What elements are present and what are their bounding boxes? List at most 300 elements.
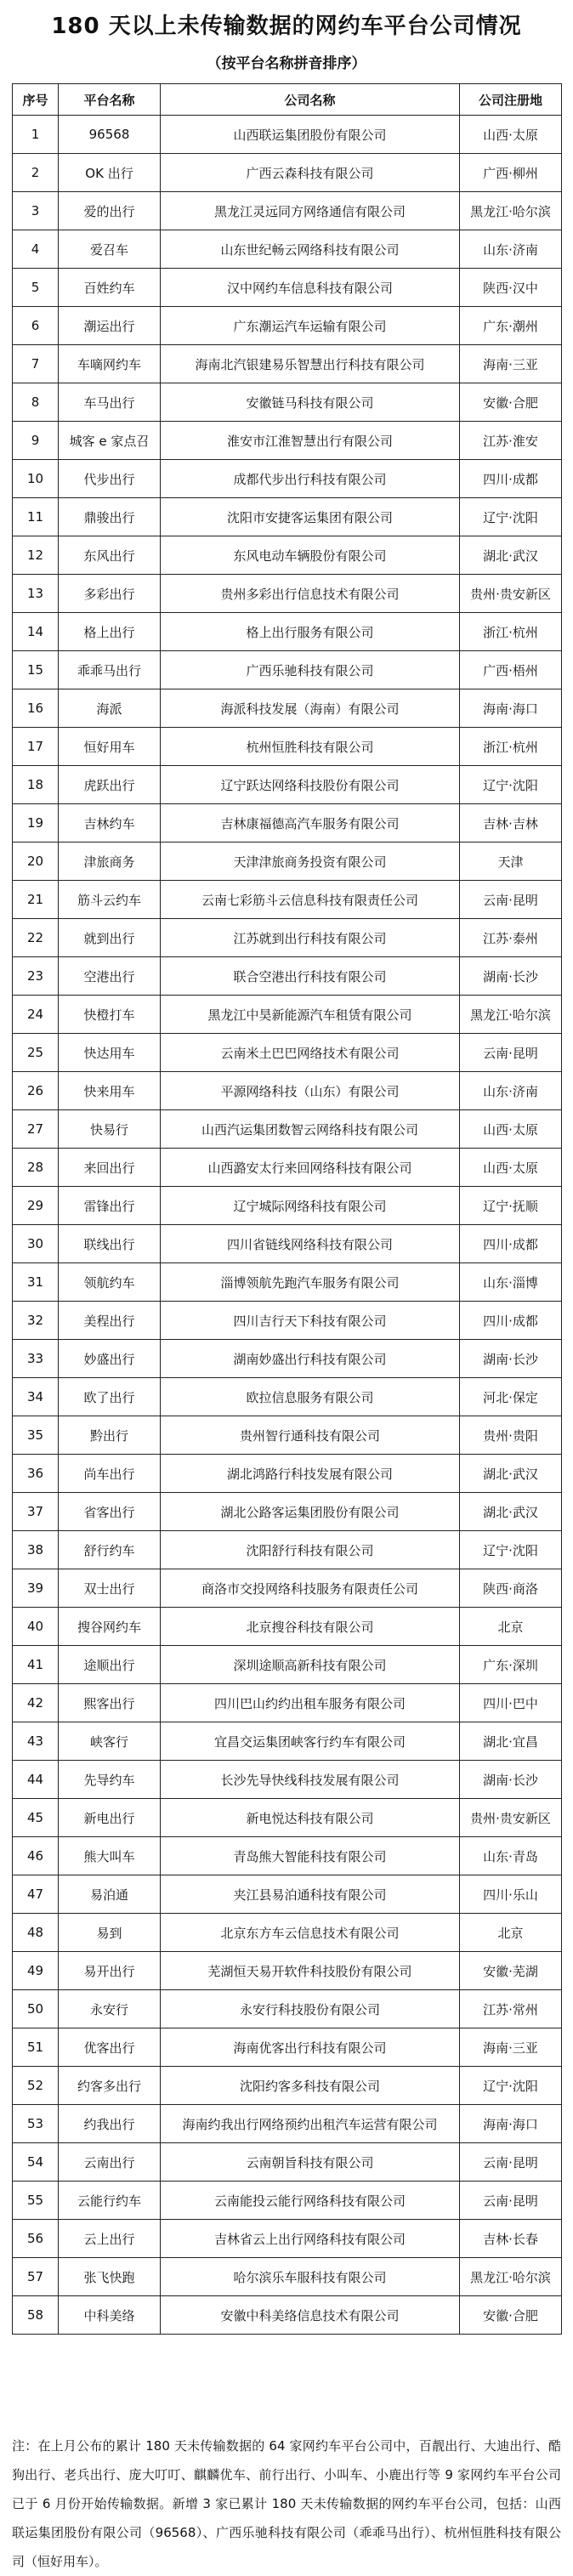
cell-company-name: 欧拉信息服务有限公司 — [161, 1378, 460, 1416]
cell-platform-name: 快达用车 — [59, 1034, 161, 1072]
cell-index: 17 — [13, 728, 59, 766]
cell-registration: 贵州·贵安新区 — [460, 1799, 562, 1837]
table-row — [13, 1302, 562, 1340]
cell-company-name: 安徽中科美络信息技术有限公司 — [161, 2296, 460, 2335]
cell-registration: 江苏·常州 — [460, 1990, 562, 2028]
cell-company-name: 海南优客出行科技有限公司 — [161, 2028, 460, 2067]
cell-company-name: 夹江县易泊通科技有限公司 — [161, 1875, 460, 1914]
cell-registration: 河北·保定 — [460, 1378, 562, 1416]
table-row — [13, 116, 562, 154]
cell-company-name: 海南约我出行网络预约出租汽车运营有限公司 — [161, 2105, 460, 2143]
cell-index: 14 — [13, 613, 59, 651]
cell-registration: 安徽·芜湖 — [460, 1952, 562, 1990]
cell-company-name: 沈阳约客多科技有限公司 — [161, 2067, 460, 2105]
cell-company-name: 沈阳舒行科技有限公司 — [161, 1531, 460, 1569]
cell-company-name: 山西潞安太行来回网络科技有限公司 — [161, 1149, 460, 1187]
table-row — [13, 345, 562, 383]
cell-platform-name: 尚车出行 — [59, 1455, 161, 1493]
cell-company-name: 淄博领航先跑汽车服务有限公司 — [161, 1263, 460, 1302]
table-row — [13, 1263, 562, 1302]
table-row — [13, 2028, 562, 2067]
table-row — [13, 1493, 562, 1531]
cell-platform-name: OK 出行 — [59, 154, 161, 192]
platform-table — [12, 83, 562, 2335]
cell-platform-name: 多彩出行 — [59, 575, 161, 613]
cell-index: 36 — [13, 1455, 59, 1493]
cell-platform-name: 百姓约车 — [59, 269, 161, 307]
cell-registration: 山西·太原 — [460, 1149, 562, 1187]
table-row — [13, 2182, 562, 2220]
cell-index: 7 — [13, 345, 59, 383]
cell-index: 39 — [13, 1569, 59, 1608]
cell-platform-name: 车嘀网约车 — [59, 345, 161, 383]
cell-index: 32 — [13, 1302, 59, 1340]
table-row — [13, 192, 562, 230]
cell-index: 27 — [13, 1110, 59, 1149]
cell-platform-name: 新电出行 — [59, 1799, 161, 1837]
cell-registration: 四川·成都 — [460, 1302, 562, 1340]
cell-index: 5 — [13, 269, 59, 307]
cell-platform-name: 易到 — [59, 1914, 161, 1952]
cell-registration: 贵州·贵阳 — [460, 1416, 562, 1455]
cell-registration: 山西·太原 — [460, 116, 562, 154]
table-row — [13, 154, 562, 192]
cell-platform-name: 就到出行 — [59, 919, 161, 957]
cell-platform-name: 易开出行 — [59, 1952, 161, 1990]
cell-company-name: 贵州智行通科技有限公司 — [161, 1416, 460, 1455]
cell-platform-name: 熙客出行 — [59, 1684, 161, 1722]
cell-company-name: 成都代步出行科技有限公司 — [161, 460, 460, 498]
cell-platform-name: 空港出行 — [59, 957, 161, 996]
cell-registration: 贵州·贵安新区 — [460, 575, 562, 613]
cell-index: 8 — [13, 383, 59, 422]
cell-platform-name: 虎跃出行 — [59, 766, 161, 804]
cell-company-name: 商洛市交投网络科技服务有限责任公司 — [161, 1569, 460, 1608]
cell-index: 35 — [13, 1416, 59, 1455]
cell-company-name: 格上出行服务有限公司 — [161, 613, 460, 651]
cell-company-name: 黑龙江灵远同方网络通信有限公司 — [161, 192, 460, 230]
table-row — [13, 766, 562, 804]
cell-platform-name: 云能行约车 — [59, 2182, 161, 2220]
cell-registration: 江苏·泰州 — [460, 919, 562, 957]
cell-registration: 山东·青岛 — [460, 1837, 562, 1875]
cell-company-name: 深圳途顺高新科技有限公司 — [161, 1646, 460, 1684]
cell-company-name: 芜湖恒天易开软件科技股份有限公司 — [161, 1952, 460, 1990]
cell-platform-name: 鼎骏出行 — [59, 498, 161, 536]
cell-index: 45 — [13, 1799, 59, 1837]
cell-index: 28 — [13, 1149, 59, 1187]
cell-registration: 吉林·长春 — [460, 2220, 562, 2258]
cell-company-name: 湖南妙盛出行科技有限公司 — [161, 1340, 460, 1378]
table-row — [13, 1455, 562, 1493]
cell-platform-name: 格上出行 — [59, 613, 161, 651]
header-index: 序号 — [13, 84, 59, 116]
cell-company-name: 广西云森科技有限公司 — [161, 154, 460, 192]
cell-registration: 辽宁·沈阳 — [460, 1531, 562, 1569]
cell-company-name: 四川巴山约约出租车服务有限公司 — [161, 1684, 460, 1722]
table-row — [13, 1608, 562, 1646]
table-row — [13, 1072, 562, 1110]
cell-index: 31 — [13, 1263, 59, 1302]
cell-platform-name: 爱召车 — [59, 230, 161, 269]
cell-index: 38 — [13, 1531, 59, 1569]
cell-registration: 海南·三亚 — [460, 2028, 562, 2067]
cell-company-name: 海派科技发展（海南）有限公司 — [161, 689, 460, 728]
cell-platform-name: 欧了出行 — [59, 1378, 161, 1416]
cell-index: 24 — [13, 996, 59, 1034]
table-row — [13, 536, 562, 575]
cell-registration: 山西·太原 — [460, 1110, 562, 1149]
table-row — [13, 1531, 562, 1569]
cell-company-name: 哈尔滨乐车服科技有限公司 — [161, 2258, 460, 2296]
cell-company-name: 黑龙江中昊新能源汽车租赁有限公司 — [161, 996, 460, 1034]
cell-registration: 黑龙江·哈尔滨 — [460, 2258, 562, 2296]
cell-index: 37 — [13, 1493, 59, 1531]
cell-index: 13 — [13, 575, 59, 613]
cell-registration: 海南·海口 — [460, 689, 562, 728]
cell-platform-name: 约我出行 — [59, 2105, 161, 2143]
cell-platform-name: 双士出行 — [59, 1569, 161, 1608]
cell-platform-name: 永安行 — [59, 1990, 161, 2028]
cell-platform-name: 来回出行 — [59, 1149, 161, 1187]
cell-registration: 四川·乐山 — [460, 1875, 562, 1914]
table-row — [13, 1646, 562, 1684]
cell-platform-name: 途顺出行 — [59, 1646, 161, 1684]
table-row — [13, 1034, 562, 1072]
cell-registration: 北京 — [460, 1608, 562, 1646]
table-row — [13, 843, 562, 881]
cell-platform-name: 海派 — [59, 689, 161, 728]
cell-company-name: 山东世纪畅云网络科技有限公司 — [161, 230, 460, 269]
cell-platform-name: 津旅商务 — [59, 843, 161, 881]
cell-index: 58 — [13, 2296, 59, 2335]
cell-platform-name: 筋斗云约车 — [59, 881, 161, 919]
cell-platform-name: 易泊通 — [59, 1875, 161, 1914]
cell-company-name: 天津津旅商务投资有限公司 — [161, 843, 460, 881]
cell-index: 53 — [13, 2105, 59, 2143]
table-row — [13, 1914, 562, 1952]
cell-company-name: 湖北公路客运集团股份有限公司 — [161, 1493, 460, 1531]
cell-company-name: 云南能投云能行网络科技有限公司 — [161, 2182, 460, 2220]
table-row — [13, 1952, 562, 1990]
cell-registration: 辽宁·沈阳 — [460, 766, 562, 804]
cell-company-name: 青岛熊大智能科技有限公司 — [161, 1837, 460, 1875]
table-row — [13, 1875, 562, 1914]
cell-index: 34 — [13, 1378, 59, 1416]
cell-index: 54 — [13, 2143, 59, 2182]
cell-registration: 陕西·商洛 — [460, 1569, 562, 1608]
cell-index: 25 — [13, 1034, 59, 1072]
cell-company-name: 永安行科技股份有限公司 — [161, 1990, 460, 2028]
cell-platform-name: 舒行约车 — [59, 1531, 161, 1569]
cell-index: 3 — [13, 192, 59, 230]
cell-company-name: 北京东方车云信息技术有限公司 — [161, 1914, 460, 1952]
cell-company-name: 杭州恒胜科技有限公司 — [161, 728, 460, 766]
cell-index: 6 — [13, 307, 59, 345]
table-row — [13, 957, 562, 996]
table-row — [13, 1110, 562, 1149]
table-row — [13, 689, 562, 728]
table-row — [13, 307, 562, 345]
header-company-name: 公司名称 — [161, 84, 460, 116]
cell-platform-name: 领航约车 — [59, 1263, 161, 1302]
cell-platform-name: 快来用车 — [59, 1072, 161, 1110]
table-row — [13, 804, 562, 843]
cell-registration: 广西·梧州 — [460, 651, 562, 689]
cell-company-name: 山西汽运集团数智云网络科技有限公司 — [161, 1110, 460, 1149]
cell-registration: 山东·济南 — [460, 1072, 562, 1110]
cell-index: 41 — [13, 1646, 59, 1684]
cell-company-name: 云南米土巴巴网络技术有限公司 — [161, 1034, 460, 1072]
cell-platform-name: 熊大叫车 — [59, 1837, 161, 1875]
cell-company-name: 云南朝旨科技有限公司 — [161, 2143, 460, 2182]
cell-registration: 广东·潮州 — [460, 307, 562, 345]
cell-index: 16 — [13, 689, 59, 728]
table-row — [13, 1187, 562, 1225]
cell-platform-name: 搜谷网约车 — [59, 1608, 161, 1646]
cell-platform-name: 雷锋出行 — [59, 1187, 161, 1225]
cell-platform-name: 峡客行 — [59, 1722, 161, 1761]
cell-index: 40 — [13, 1608, 59, 1646]
cell-index: 2 — [13, 154, 59, 192]
table-row — [13, 2296, 562, 2335]
cell-index: 43 — [13, 1722, 59, 1761]
cell-company-name: 淮安市江淮智慧出行有限公司 — [161, 422, 460, 460]
cell-platform-name: 妙盛出行 — [59, 1340, 161, 1378]
cell-company-name: 新电悦达科技有限公司 — [161, 1799, 460, 1837]
cell-registration: 广西·柳州 — [460, 154, 562, 192]
cell-company-name: 辽宁跃达网络科技股份有限公司 — [161, 766, 460, 804]
cell-company-name: 海南北汽银建易乐智慧出行科技有限公司 — [161, 345, 460, 383]
table-row — [13, 613, 562, 651]
cell-platform-name: 快易行 — [59, 1110, 161, 1149]
table-row — [13, 881, 562, 919]
table-row — [13, 1990, 562, 2028]
cell-registration: 湖北·武汉 — [460, 1493, 562, 1531]
cell-company-name: 山西联运集团股份有限公司 — [161, 116, 460, 154]
cell-platform-name: 乖乖马出行 — [59, 651, 161, 689]
cell-index: 30 — [13, 1225, 59, 1263]
cell-registration: 浙江·杭州 — [460, 613, 562, 651]
table-row — [13, 651, 562, 689]
cell-index: 56 — [13, 2220, 59, 2258]
cell-registration: 安徽·合肥 — [460, 383, 562, 422]
header-registration: 公司注册地 — [460, 84, 562, 116]
cell-registration: 湖南·长沙 — [460, 1761, 562, 1799]
cell-platform-name: 恒好用车 — [59, 728, 161, 766]
cell-registration: 云南·昆明 — [460, 1034, 562, 1072]
table-row — [13, 2143, 562, 2182]
cell-index: 46 — [13, 1837, 59, 1875]
cell-platform-name: 先导约车 — [59, 1761, 161, 1799]
table-body — [13, 116, 562, 2335]
table-row — [13, 575, 562, 613]
cell-company-name: 平源网络科技（山东）有限公司 — [161, 1072, 460, 1110]
cell-registration: 四川·成都 — [460, 460, 562, 498]
cell-index: 10 — [13, 460, 59, 498]
cell-registration: 山东·济南 — [460, 230, 562, 269]
cell-registration: 湖南·长沙 — [460, 1340, 562, 1378]
cell-registration: 吉林·吉林 — [460, 804, 562, 843]
cell-index: 50 — [13, 1990, 59, 2028]
cell-registration: 海南·三亚 — [460, 345, 562, 383]
cell-platform-name: 张飞快跑 — [59, 2258, 161, 2296]
table-row — [13, 2258, 562, 2296]
cell-index: 19 — [13, 804, 59, 843]
cell-index: 33 — [13, 1340, 59, 1378]
cell-company-name: 安徽链马科技有限公司 — [161, 383, 460, 422]
table-row — [13, 1378, 562, 1416]
cell-registration: 海南·海口 — [460, 2105, 562, 2143]
cell-company-name: 云南七彩筋斗云信息科技有限责任公司 — [161, 881, 460, 919]
page-title: 180 天以上未传输数据的网约车平台公司情况 — [51, 14, 522, 39]
cell-index: 12 — [13, 536, 59, 575]
cell-platform-name: 吉林约车 — [59, 804, 161, 843]
cell-company-name: 湖北鸿路行科技发展有限公司 — [161, 1455, 460, 1493]
cell-registration: 北京 — [460, 1914, 562, 1952]
table-row — [13, 1569, 562, 1608]
cell-registration: 黑龙江·哈尔滨 — [460, 192, 562, 230]
cell-index: 9 — [13, 422, 59, 460]
table-row — [13, 1837, 562, 1875]
cell-registration: 江苏·淮安 — [460, 422, 562, 460]
table-row — [13, 422, 562, 460]
cell-company-name: 江苏就到出行科技有限公司 — [161, 919, 460, 957]
table-row — [13, 498, 562, 536]
cell-index: 55 — [13, 2182, 59, 2220]
cell-registration: 四川·巴中 — [460, 1684, 562, 1722]
cell-index: 47 — [13, 1875, 59, 1914]
cell-index: 15 — [13, 651, 59, 689]
cell-platform-name: 代步出行 — [59, 460, 161, 498]
table-row — [13, 1722, 562, 1761]
table-row — [13, 1799, 562, 1837]
cell-index: 26 — [13, 1072, 59, 1110]
table-row — [13, 2105, 562, 2143]
table-row — [13, 269, 562, 307]
table-row — [13, 1416, 562, 1455]
cell-registration: 云南·昆明 — [460, 2182, 562, 2220]
cell-platform-name: 潮运出行 — [59, 307, 161, 345]
cell-index: 18 — [13, 766, 59, 804]
header-platform-name: 平台名称 — [59, 84, 161, 116]
table-row — [13, 2067, 562, 2105]
table-row — [13, 996, 562, 1034]
cell-index: 21 — [13, 881, 59, 919]
cell-registration: 湖北·武汉 — [460, 1455, 562, 1493]
cell-registration: 浙江·杭州 — [460, 728, 562, 766]
cell-platform-name: 96568 — [59, 116, 161, 154]
cell-registration: 云南·昆明 — [460, 2143, 562, 2182]
cell-company-name: 东风电动车辆股份有限公司 — [161, 536, 460, 575]
table-row — [13, 1340, 562, 1378]
cell-company-name: 吉林康福德高汽车服务有限公司 — [161, 804, 460, 843]
cell-company-name: 贵州多彩出行信息技术有限公司 — [161, 575, 460, 613]
cell-platform-name: 省客出行 — [59, 1493, 161, 1531]
table-row — [13, 383, 562, 422]
cell-registration: 湖北·武汉 — [460, 536, 562, 575]
cell-platform-name: 联线出行 — [59, 1225, 161, 1263]
table-row — [13, 1225, 562, 1263]
cell-platform-name: 车马出行 — [59, 383, 161, 422]
cell-company-name: 四川省链线网络科技有限公司 — [161, 1225, 460, 1263]
cell-company-name: 联合空港出行科技有限公司 — [161, 957, 460, 996]
cell-registration: 黑龙江·哈尔滨 — [460, 996, 562, 1034]
cell-index: 22 — [13, 919, 59, 957]
table-row — [13, 2220, 562, 2258]
cell-platform-name: 云南出行 — [59, 2143, 161, 2182]
cell-registration: 安徽·合肥 — [460, 2296, 562, 2335]
cell-company-name: 辽宁城际网络科技有限公司 — [161, 1187, 460, 1225]
cell-index: 42 — [13, 1684, 59, 1722]
cell-registration: 湖北·宜昌 — [460, 1722, 562, 1761]
cell-registration: 湖南·长沙 — [460, 957, 562, 996]
cell-index: 29 — [13, 1187, 59, 1225]
cell-registration: 陕西·汉中 — [460, 269, 562, 307]
table-row — [13, 460, 562, 498]
footnote: 注：在上月公布的累计 180 天未传输数据的 64 家网约车平台公司中，百靓出行、大迪出行、酷狗出行、老兵出行、庞大叮叮、麒麟优车、前行出行、小叫车、小鹿出行等 9 家网约车平台公司已于 6 月份开始传输数据。新增 3 家已累计 180 天未传输数据的网约车平台公司，包括：山西联运集团股份有限公司（96568）、广西乐驰科技有限公司（乖乖马出行）、杭州恒胜科技有限公司（恒好用车）。 — [12, 2438, 561, 2569]
cell-platform-name: 云上出行 — [59, 2220, 161, 2258]
table-row — [13, 230, 562, 269]
table-row — [13, 919, 562, 957]
cell-index: 57 — [13, 2258, 59, 2296]
cell-company-name: 宜昌交运集团峡客行约车有限公司 — [161, 1722, 460, 1761]
cell-index: 48 — [13, 1914, 59, 1952]
cell-platform-name: 优客出行 — [59, 2028, 161, 2067]
cell-company-name: 北京搜谷科技有限公司 — [161, 1608, 460, 1646]
cell-platform-name: 东风出行 — [59, 536, 161, 575]
cell-platform-name: 中科美络 — [59, 2296, 161, 2335]
cell-registration: 辽宁·沈阳 — [460, 2067, 562, 2105]
cell-index: 49 — [13, 1952, 59, 1990]
cell-platform-name: 城客 e 家点召 — [59, 422, 161, 460]
cell-company-name: 广东潮运汽车运输有限公司 — [161, 307, 460, 345]
cell-index: 20 — [13, 843, 59, 881]
cell-company-name: 汉中网约车信息科技有限公司 — [161, 269, 460, 307]
cell-index: 44 — [13, 1761, 59, 1799]
cell-platform-name: 黔出行 — [59, 1416, 161, 1455]
cell-registration: 辽宁·抚顺 — [460, 1187, 562, 1225]
cell-index: 51 — [13, 2028, 59, 2067]
cell-company-name: 广西乐驰科技有限公司 — [161, 651, 460, 689]
cell-registration: 云南·昆明 — [460, 881, 562, 919]
table-row — [13, 1761, 562, 1799]
cell-index: 23 — [13, 957, 59, 996]
cell-registration: 辽宁·沈阳 — [460, 498, 562, 536]
cell-index: 1 — [13, 116, 59, 154]
page-subtitle: （按平台名称拼音排序） — [207, 55, 366, 72]
cell-registration: 天津 — [460, 843, 562, 881]
cell-registration: 广东·深圳 — [460, 1646, 562, 1684]
cell-platform-name: 快橙打车 — [59, 996, 161, 1034]
cell-registration: 山东·淄博 — [460, 1263, 562, 1302]
table-row — [13, 1149, 562, 1187]
table-row — [13, 728, 562, 766]
cell-registration: 四川·成都 — [460, 1225, 562, 1263]
cell-company-name: 吉林省云上出行网络科技有限公司 — [161, 2220, 460, 2258]
cell-index: 52 — [13, 2067, 59, 2105]
cell-index: 4 — [13, 230, 59, 269]
table-header-row — [13, 84, 562, 116]
cell-company-name: 长沙先导快线科技发展有限公司 — [161, 1761, 460, 1799]
cell-company-name: 沈阳市安捷客运集团有限公司 — [161, 498, 460, 536]
cell-platform-name: 爱的出行 — [59, 192, 161, 230]
cell-platform-name: 美程出行 — [59, 1302, 161, 1340]
cell-index: 11 — [13, 498, 59, 536]
cell-company-name: 四川吉行天下科技有限公司 — [161, 1302, 460, 1340]
cell-platform-name: 约客多出行 — [59, 2067, 161, 2105]
table-row — [13, 1684, 562, 1722]
